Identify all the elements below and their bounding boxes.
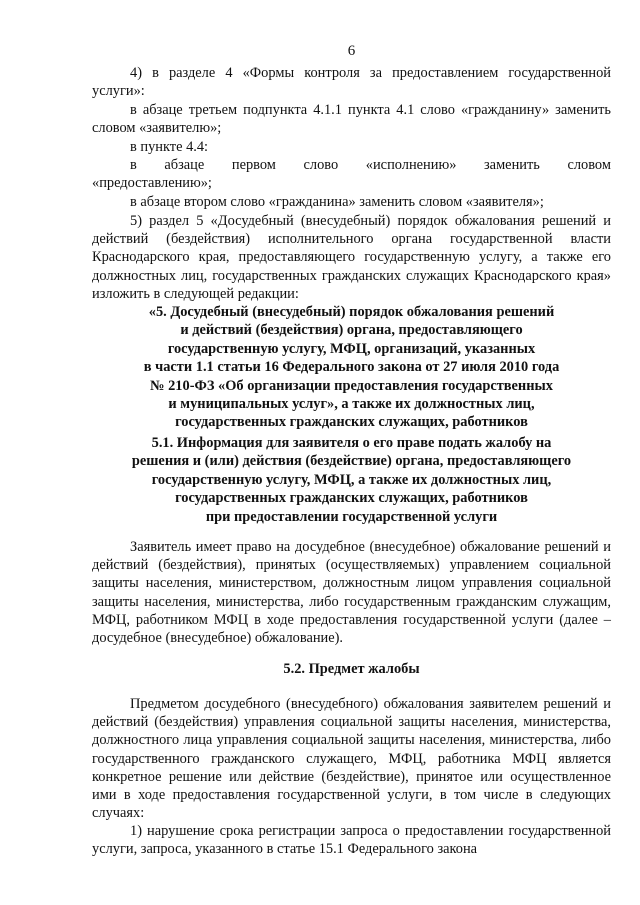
word: слово [303,157,339,173]
section-5-2-text: Предметом досудебного (внесудебного) обжалования заявителем решений и действий (бездействия) управления социальной защиты населения, министерства, должностного лица управления социальной защиты населения, министерства, либо государственного гражданского служащего, МФЦ, работника МФЦ является конкретное решение или действие (бездействие), принятое или осуществленное ими в ходе предоставления государственной услуги, в том числе в следующих случаях: [92,696,611,822]
spread-line [92,156,611,174]
title-line: решения и (или) действия (бездействие) органа, предоставляющего [131,453,572,470]
document-page [92,0,611,905]
title-line: в части 1.1 статьи 16 Федерального закона от 27 июля 2010 года [143,359,560,376]
paragraph-continuation: «предоставлению»; [92,175,212,192]
section-5-2-item1: 1) нарушение срока регистрации запроса о предоставлении государственной услуги, запроса, указанного в статье 15.1 Федерального закона [92,823,611,858]
title-line: 5.1. Информация для заявителя о его праве подать жалобу на [151,435,552,451]
word: заменить [484,157,540,173]
title-line: государственных гражданских служащих, работников [175,490,528,507]
title-line: государственную услугу, МФЦ, организаций, указанных [167,340,536,357]
section-5-title [92,303,611,432]
paragraph-item4-abzac3: в абзаце третьем подпункта 4.1.1 пункта 4.1 слово «гражданину» заменить словом «заявителю»; [92,102,611,137]
word: в [130,157,137,173]
word: словом [567,157,611,173]
section-5-2-title: 5.2. Предмет жалобы [283,661,420,677]
word: первом [231,157,276,173]
title-line: государственную услугу, МФЦ, а также их должностных лиц, [151,471,552,488]
title-line: «5. Досудебный (внесудебный) порядок обжалования решений [148,304,555,320]
title-line: и действий (бездействия) органа, предоставляющего [180,322,523,339]
word: «исполнению» [365,157,457,173]
paragraph-item4-abzac2: в абзаце втором слово «гражданина» заменить словом «заявителя»; [130,194,544,210]
word: абзаце [164,157,205,173]
paragraph-item5: 5) раздел 5 «Досудебный (внесудебный) порядок обжалования решений и действий (бездействия) исполнительного органа государственной власти Краснодарского края, предоставляющего государственную услугу, а также его должностных лиц, государственных гражданских служащих Краснодарского края» изложить в следующей редакции: [92,213,611,302]
paragraph-item4-abzac1 [92,156,611,192]
paragraph-item4-heading: 4) в разделе 4 «Формы контроля за предоставлением государственной услуги»: [92,65,611,100]
title-line: и муниципальных услуг», а также их должностных лиц, [168,396,535,413]
section-5-1-text: Заявитель имеет право на досудебное (внесудебное) обжалование решений и действий (бездействия), принятых (осуществляемых) управлением социальной защиты населения, министерством, должностным лицом управления социальной защиты населения, министерства, либо государственным гражданским служащим, МФЦ, работником МФЦ в ходе предоставления государственной услуги (далее – досудебное (внесудебное) обжалование). [92,539,611,647]
page-number: 6 [347,43,356,59]
title-line: государственных гражданских служащих, работников [175,414,528,431]
title-line: при предоставлении государственной услуги [205,508,498,525]
section-5-1-title [92,434,611,526]
title-line: № 210-ФЗ «Об организации предоставления государственных [150,377,553,394]
paragraph-item4-point44: в пункте 4.4: [130,139,209,155]
